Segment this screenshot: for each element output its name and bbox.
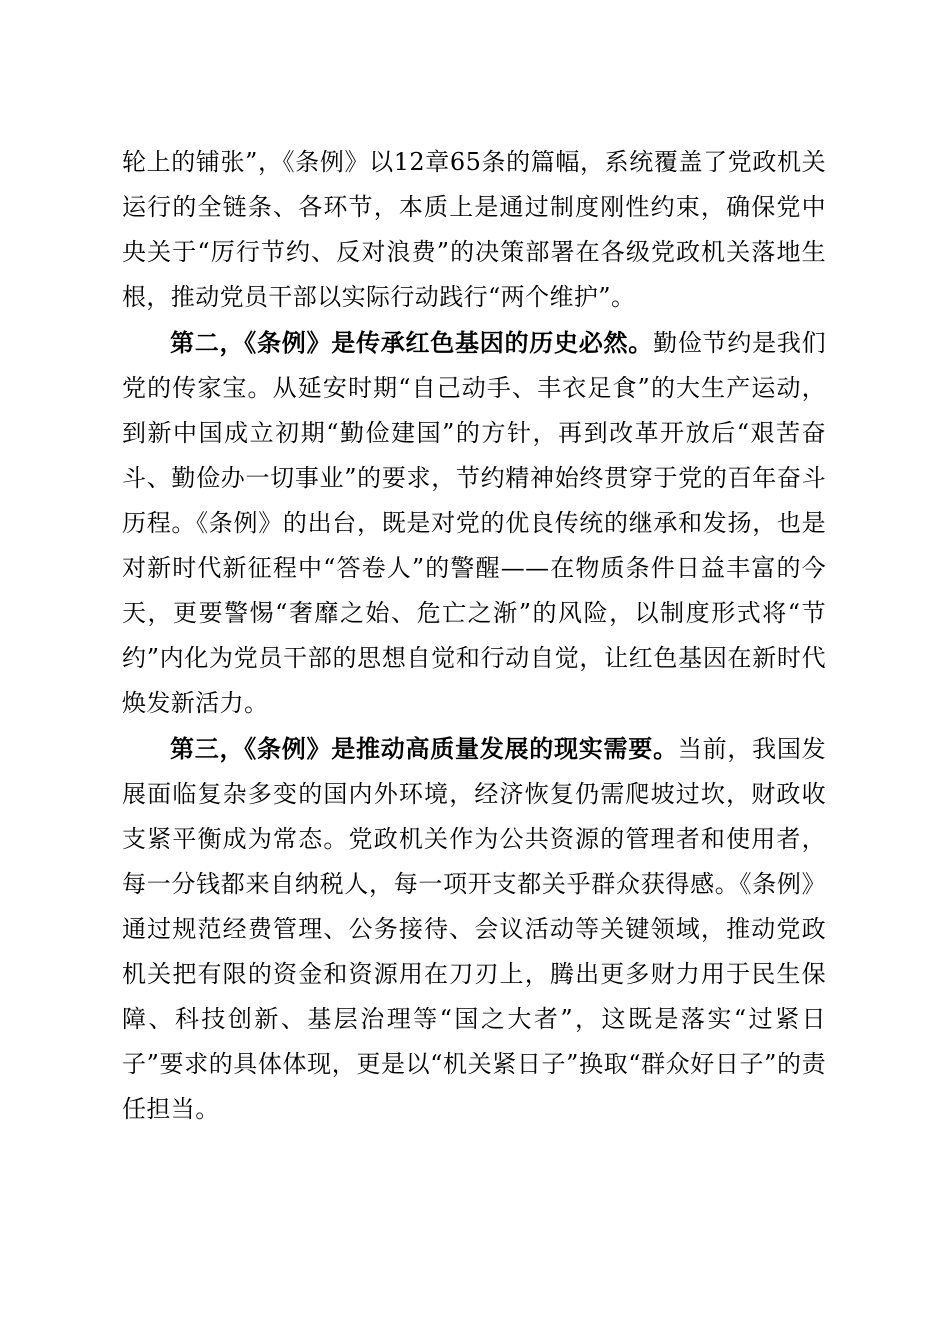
paragraph-continuation xyxy=(122,140,826,320)
paragraph-body: 轮上的铺张”，《条例》以12章65条的篇幅，系统覆盖了党政机关运行的全链条、各环节，本质上是通过制度刚性约束，确保党中央关于“厉行节约、反对浪费”的决策部署在各级党政机关落地生根，推动党员干部以实际行动践行“两个维护”。 xyxy=(122,148,826,311)
paragraph-heading: 第三，《条例》是推动高质量发展的现实需要。 xyxy=(170,734,678,763)
paragraph-body: 当前，我国发展面临复杂多变的国内外环境，经济恢复仍需爬坡过坎，财政收支紧平衡成为常态。党政机关作为公共资源的管理者和使用者，每一分钱都来自纳税人，每一项开支都关乎群众获得感。《条例》通过规范经费管理、公务接待、会议活动等关键领域，推动党政机关把有限的资金和资源用在刀刃上，腾出更多财力用于民生保障、科技创新、基层治理等“国之大者”，这既是落实“过紧日子”要求的具体体现，更是以“机关紧日子”换取“群众好日子”的责任担当。 xyxy=(122,735,826,1123)
paragraph-red-gene xyxy=(122,320,826,726)
paragraph-body: 勤俭节约是我们党的传家宝。从延安时期“自己动手、丰衣足食”的大生产运动，到新中国成立初期“勤俭建国”的方针，再到改革开放后“艰苦奋斗、勤俭办一切事业”的要求，节约精神始终贯穿于党的百年奋斗历程。《条例》的出台，既是对党的优良传统的继承和发扬，也是对新时代新征程中“答卷人”的警醒——在物质条件日益丰富的今天，更要警惕“奢靡之始、危亡之渐”的风险，以制度形式将“节约”内化为党员干部的思想自觉和行动自觉，让红色基因在新时代焕发新活力。 xyxy=(122,329,826,717)
paragraph-heading: 第二，《条例》是传承红色基因的历史必然。 xyxy=(170,328,654,357)
document-body xyxy=(122,140,826,1132)
paragraph-high-quality-development xyxy=(122,726,826,1132)
